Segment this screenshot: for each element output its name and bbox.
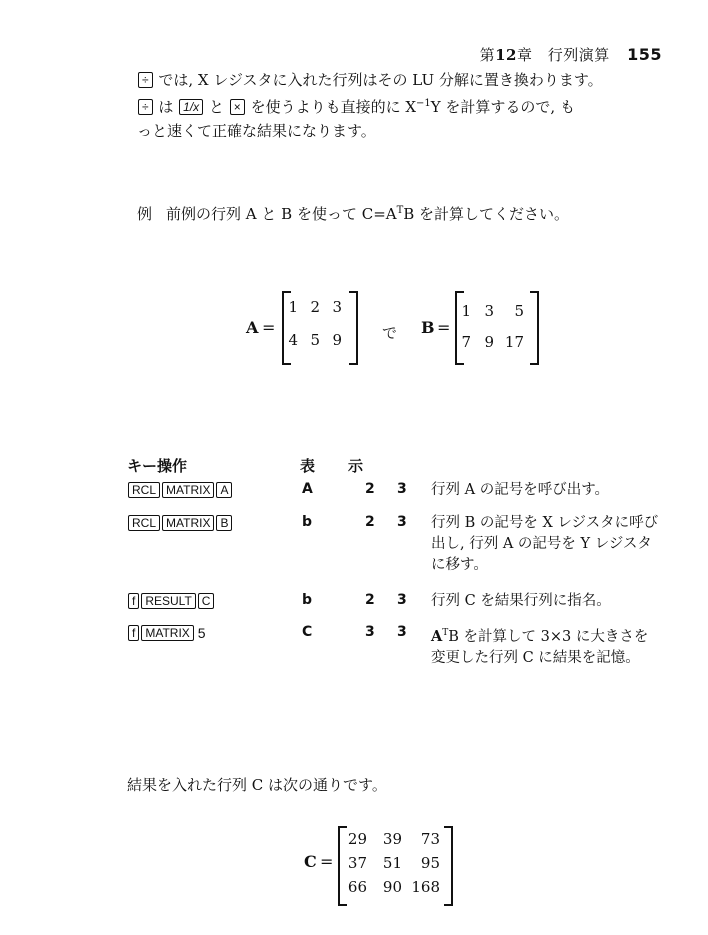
chapter-prefix: 第 xyxy=(479,46,496,64)
matrix-a-equals: = xyxy=(262,318,276,337)
f-key-icon: f xyxy=(128,625,139,641)
display-cols: 3 xyxy=(397,514,407,530)
rcl-key-icon: RCL xyxy=(128,482,160,498)
matrix-c-equals: = xyxy=(320,852,334,871)
display-letter: A xyxy=(302,481,313,497)
divide-key-icon: ÷ xyxy=(138,72,153,88)
intro-line-3: っと速くて正確な結果になります。 xyxy=(137,122,376,140)
display-rows: 3 xyxy=(365,624,375,640)
intro-paragraph xyxy=(137,68,677,143)
matrix-a-name: A xyxy=(246,318,259,337)
conjunction-de: で xyxy=(382,324,398,342)
desc-a: A xyxy=(431,627,443,645)
matrix-c-cell: 37 xyxy=(347,854,367,872)
matrix-b-cell: 3 xyxy=(484,302,494,320)
table-row-4-description xyxy=(431,623,661,669)
matrix-c-cell: 73 xyxy=(420,830,440,848)
result-statement: 結果を入れた行列 C は次の通りです。 xyxy=(127,776,387,794)
b-key-icon: B xyxy=(216,515,232,531)
display-rows: 2 xyxy=(365,481,375,497)
table-row-1-keys xyxy=(127,480,233,499)
matrix-a-cell: 1 xyxy=(288,298,298,316)
matrix-c-cell: 39 xyxy=(382,830,402,848)
matrix-b-name: B xyxy=(421,318,435,337)
matrix-c-left-bracket xyxy=(338,826,347,906)
display-rows: 2 xyxy=(365,514,375,530)
page-number: 155 xyxy=(627,45,662,64)
matrix-b-cell: 17 xyxy=(504,333,524,351)
a-key-icon: A xyxy=(216,482,232,498)
display-letter: C xyxy=(302,624,313,640)
result-key-icon: RESULT xyxy=(141,593,195,609)
header-display-1: 表 xyxy=(300,457,316,475)
display-rows: 2 xyxy=(365,592,375,608)
intro-line-2 xyxy=(137,92,677,119)
desc-transpose-superscript: T xyxy=(442,628,449,638)
display-cols: 3 xyxy=(397,592,407,608)
f-key-icon: f xyxy=(128,593,139,609)
matrix-c-cell: 66 xyxy=(347,878,367,896)
chapter-number: 12 xyxy=(495,46,517,64)
matrix-c-cell: 29 xyxy=(347,830,367,848)
matrix-a-cell: 9 xyxy=(332,331,342,349)
chapter-title: 行列演算 xyxy=(547,46,610,64)
example-text-a: 前例の行列 A と B を使って C=A xyxy=(166,205,397,223)
multiply-key-icon: × xyxy=(230,99,245,115)
intro-text-2a: は xyxy=(158,98,174,116)
table-row-3-keys xyxy=(127,591,215,610)
running-header xyxy=(480,44,662,65)
table-row-2-description: 行列 B の記号を X レジスタに呼び出し, 行列 A の記号を Y レジスタに移す。 xyxy=(431,515,659,573)
table-row-2-keys xyxy=(127,513,233,532)
matrix-a-left-bracket xyxy=(282,291,291,365)
matrix-key-icon: MATRIX xyxy=(162,482,214,498)
display-cols: 3 xyxy=(397,624,407,640)
matrix-b-left-bracket xyxy=(455,291,464,365)
matrix-a-cell: 3 xyxy=(332,298,342,316)
example-statement xyxy=(137,203,677,224)
matrix-b-cell: 9 xyxy=(484,333,494,351)
intro-text-2b: と xyxy=(208,98,224,116)
intro-text-2c: を使うよりも直接的に X xyxy=(250,98,417,116)
matrix-a-right-bracket xyxy=(349,291,358,365)
matrix-a-cell: 5 xyxy=(310,331,320,349)
matrix-c-cell: 51 xyxy=(382,854,402,872)
header-display-2: 示 xyxy=(348,457,364,475)
display-cols: 3 xyxy=(397,481,407,497)
c-key-icon: C xyxy=(198,593,215,609)
matrix-b-cell: 5 xyxy=(514,302,524,320)
desc-rest: B を計算して 3×3 に大きさを変更した行列 C に結果を記憶。 xyxy=(431,628,649,666)
rcl-key-icon: RCL xyxy=(128,515,160,531)
matrix-key-icon: MATRIX xyxy=(141,625,193,641)
reciprocal-key-icon: 1/x xyxy=(179,99,203,115)
inverse-superscript: −1 xyxy=(416,98,431,109)
table-row-4-keys xyxy=(127,623,206,642)
display-letter: b xyxy=(302,514,313,530)
divide-key-icon: ÷ xyxy=(138,99,153,115)
example-label: 例 xyxy=(137,205,153,223)
chapter-suffix: 章 xyxy=(517,46,533,64)
matrix-c-cell: 90 xyxy=(382,878,402,896)
header-keystrokes: キー操作 xyxy=(127,457,188,475)
transpose-superscript: T xyxy=(396,205,404,216)
matrix-b-right-bracket xyxy=(530,291,539,365)
matrix-c-cell: 168 xyxy=(411,878,440,896)
matrix-a-cell: 4 xyxy=(288,331,298,349)
matrix-b-cell: 7 xyxy=(461,333,471,351)
intro-text-2d: Y を計算するので, も xyxy=(430,98,575,116)
matrix-b-cell: 1 xyxy=(461,302,471,320)
display-letter: b xyxy=(302,592,313,608)
table-row-3-description: 行列 C を結果行列に指名。 xyxy=(431,593,611,609)
example-text-b: B を計算してください。 xyxy=(403,205,570,223)
table-row-1-description: 行列 A の記号を呼び出す。 xyxy=(431,482,610,498)
intro-line-1 xyxy=(137,68,677,92)
intro-text-1: では, X レジスタに入れた行列はその LU 分解に置き換わります。 xyxy=(158,71,603,89)
digit-5-key: 5 xyxy=(197,625,206,641)
matrix-key-icon: MATRIX xyxy=(162,515,214,531)
matrix-c-name: C xyxy=(304,852,317,871)
matrix-b-equals: = xyxy=(437,318,451,337)
matrix-c-right-bracket xyxy=(444,826,453,906)
matrix-a-cell: 2 xyxy=(310,298,320,316)
matrix-c-cell: 95 xyxy=(420,854,440,872)
